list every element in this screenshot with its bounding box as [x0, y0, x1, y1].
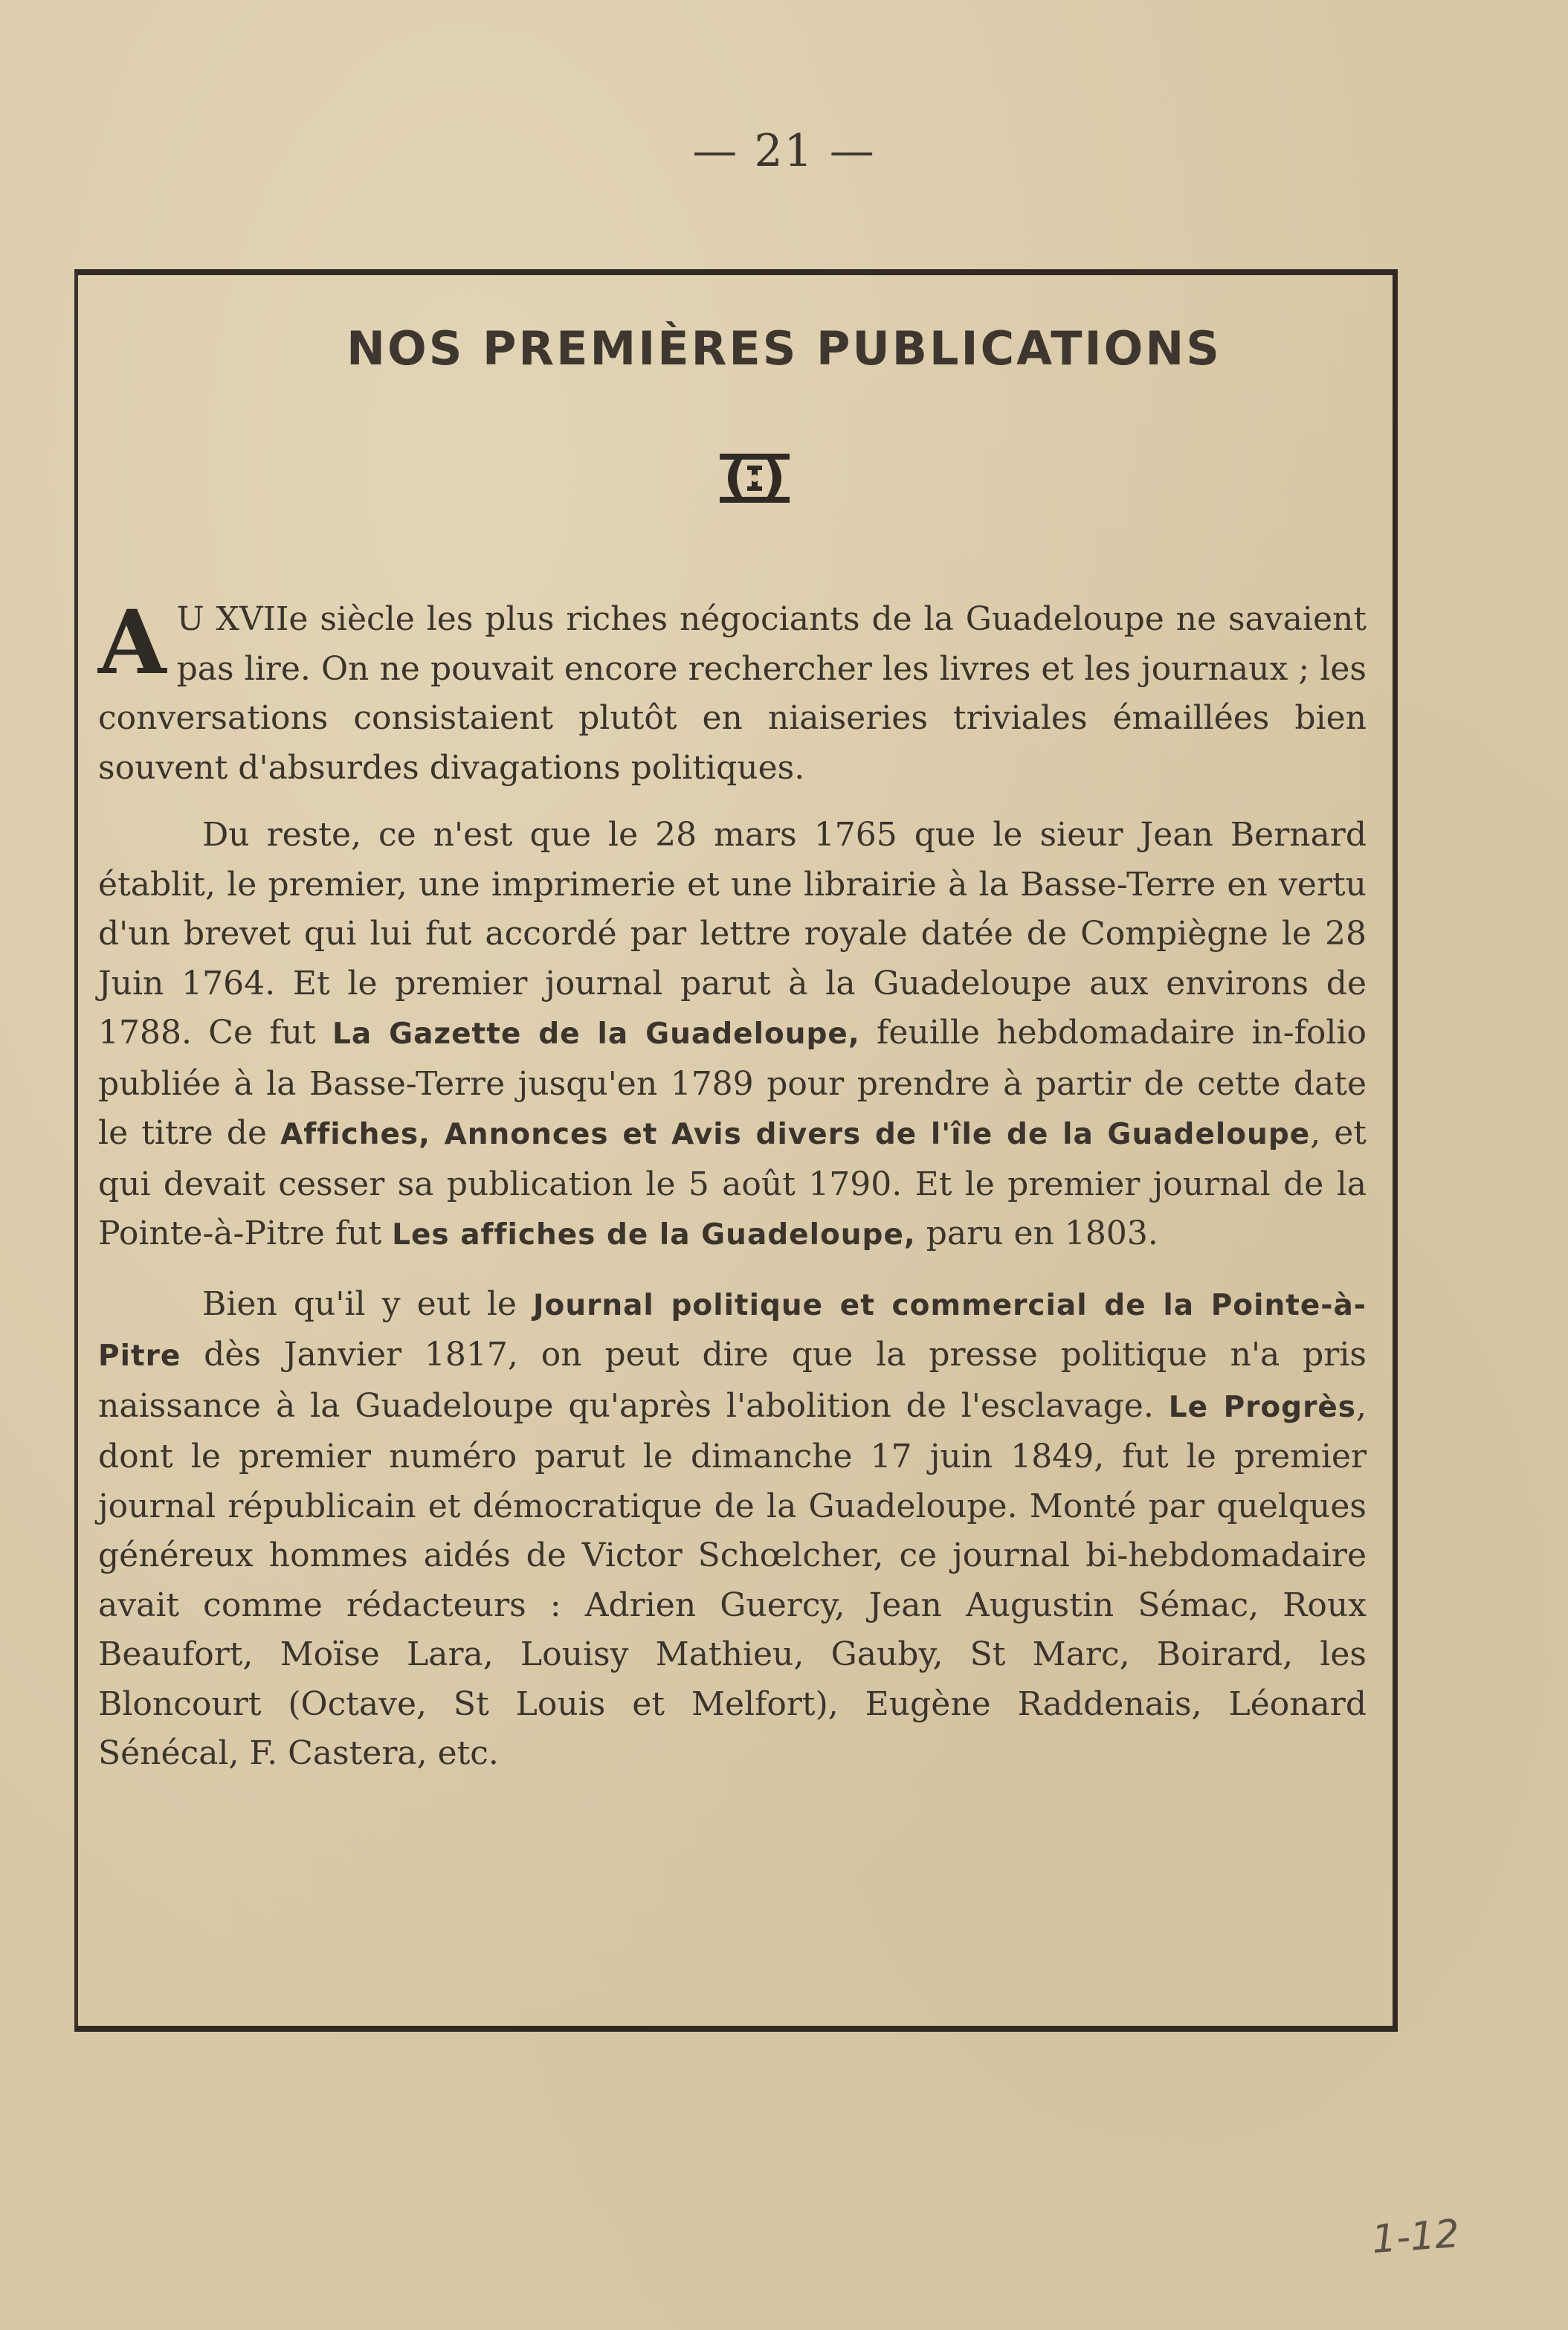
paragraph-2-text-2: feuille hebdomadaire in-folio publiée à la Basse-Terre jusqu'en 1789 pour prendre à partir de cette date le titre de — [98, 1014, 1367, 1152]
title-la-gazette: La Gazette de la Guadeloupe, — [332, 1017, 860, 1051]
title-le-progres: Le Progrès — [1168, 1390, 1357, 1424]
paragraph-3-text-1: Bien qu'il y eut le — [202, 1284, 534, 1323]
paragraph-2-text-4: paru en 1803. — [915, 1214, 1158, 1252]
paragraph-3-text-2: dès Janvier 1817, on peut dire que la presse politique n'a pris naissance à la Guadeloupe qu'après l'abolition de l'esclavage. — [98, 1336, 1367, 1425]
paragraph-1-text: U XVIIe siècle les plus riches négociants de la Guadeloupe ne savaient pas lire. On ne pouvait encore rechercher les livres et les journaux ; les conversations consistaient plutôt en niaiseries triviales émaillées bien souvent d'absurdes divagations politiques. — [98, 600, 1367, 787]
title-affiches-annonces: Affiches, Annonces et Avis divers de l'île de la Guadeloupe — [280, 1118, 1311, 1151]
page-number: — 21 — — [692, 125, 876, 177]
paragraph-3-text-3: , dont le premier numéro parut le dimanche 17 juin 1849, fut le premier journal républicain et démocratique de la Guadeloupe. Monté par quelques généreux hommes aidés de Victor Schœlcher, ce journal bi-hebdomadaire avait comme rédacteurs : Adrien Guercy, Jean Augustin Sémac, Roux Beaufort, Moïse Lara, Louisy Mathieu, Gauby, St Marc, Boirard, les Bloncourt (Octave, St Louis et Melfort), Eugène Raddenais, Léonard Sénécal, F. Castera, etc. — [98, 1386, 1367, 1772]
decorative-ornament-icon — [714, 445, 796, 512]
paragraph-2-text-1: Du reste, ce n'est que le 28 mars 1765 que le sieur Jean Bernard établit, le premier, une imprimerie et une librairie à la Basse-Terre en vertu d'un brevet qui lui fut accordé par lettre royale datée de Compiègne le 28 Juin 1764. Et le premier journal parut à la Guadeloupe aux environs de 1788. Ce fut — [98, 816, 1367, 1052]
article-headline: NOS PREMIÈRES PUBLICATIONS — [346, 321, 1222, 376]
article-body — [98, 590, 1367, 1779]
title-les-affiches: Les affiches de la Guadeloupe, — [392, 1218, 916, 1252]
paragraph-3 — [98, 1280, 1367, 1779]
paragraph-2 — [98, 811, 1367, 1261]
title-journal-politique: Journal politique et commercial de la Pointe-à-Pitre — [98, 1288, 1367, 1373]
handwritten-note: 1-12 — [1370, 2211, 1461, 2263]
paragraph-1 — [98, 590, 1367, 793]
drop-cap: A — [98, 590, 167, 694]
paragraph-2-text-3: , et qui devait cesser sa publication le 5 août 1790. Et le premier journal de la Pointe-à-Pitre fut — [98, 1114, 1367, 1252]
